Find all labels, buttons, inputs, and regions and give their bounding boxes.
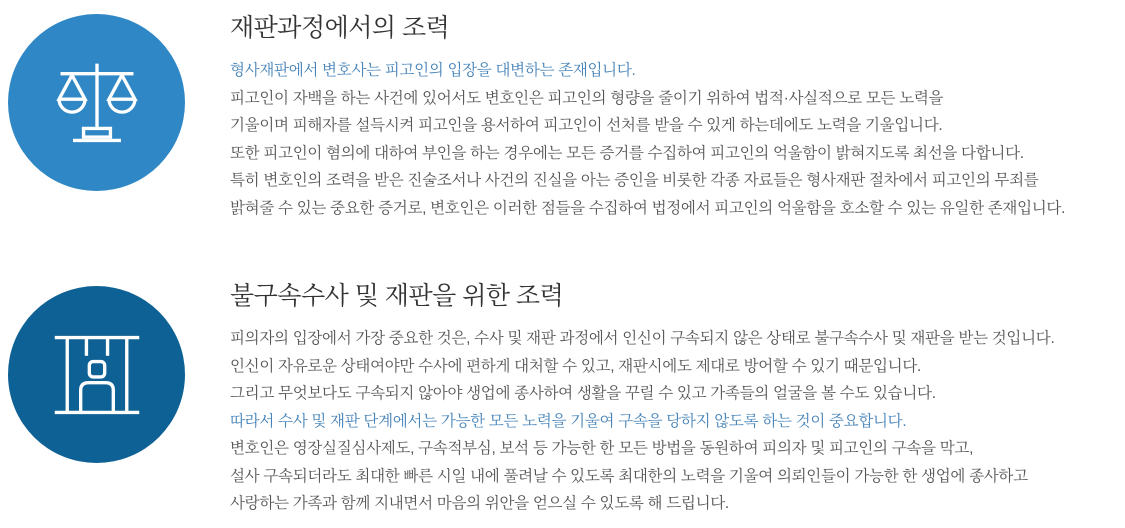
jail-icon-circle xyxy=(8,286,185,463)
section-title: 불구속수사 및 재판을 위한 조력 xyxy=(230,282,564,310)
paragraph-line: 기울이며 피해자를 설득시켜 피고인을 용서하여 피고인이 선처를 받을 수 있게 하는데에도 노력을 기울입니다. xyxy=(230,117,943,134)
scales-icon-circle xyxy=(8,14,185,191)
paragraph-line: 설사 구속되더라도 최대한 빠른 시일 내에 풀려날 수 있도록 최대한의 노력을 기울여 의뢰인들이 가능한 한 생업에 종사하고 xyxy=(230,467,1028,485)
paragraph-line: 피의자의 입장에서 가장 중요한 것은, 수사 및 재판 과정에서 인신이 구속되지 않은 상태로 불구속수사 및 재판을 받는 것입니다. xyxy=(230,330,1055,347)
paragraph-line: 그리고 무엇보다도 구속되지 않아야 생업에 종사하여 생활을 꾸릴 수 있고 가족들의 얼굴을 볼 수도 있습니다. xyxy=(230,385,936,402)
non-detention-content xyxy=(230,280,1054,518)
paragraph-line: 사랑하는 가족과 함께 지내면서 마음의 위안을 얻으실 수 있도록 해 드립니다. xyxy=(230,495,729,512)
trial-assistance-content xyxy=(230,12,1065,222)
service-block-non-detention xyxy=(8,280,1125,518)
scales-of-justice-icon xyxy=(49,55,145,151)
service-block-trial-assistance xyxy=(8,12,1125,222)
paragraph-line: 변호인은 영장실질심사제도, 구속적부심, 보석 등 가능한 한 모든 방법을 동원하여 피의자 및 피고인의 구속을 막고, xyxy=(230,440,974,457)
paragraph-line: 밝혀줄 수 있는 중요한 증거로, 변호인은 이러한 점들을 수집하여 법정에서 피고인의 억울함을 호소할 수 있는 유일한 존재입니다. xyxy=(230,199,1066,217)
paragraph-line: 따라서 수사 및 재판 단계에서는 가능한 모든 노력을 기울여 구속을 당하지 않도록 하는 것이 중요합니다. xyxy=(230,412,907,430)
jail-cell-icon xyxy=(49,327,145,423)
paragraph-line: 피고인이 자백을 하는 사건에 있어서도 변호인은 피고인의 형량을 줄이기 위하여 법적·사실적으로 모든 노력을 xyxy=(230,89,944,107)
paragraph-line: 형사재판에서 변호사는 피고인의 입장을 대변하는 존재입니다. xyxy=(230,62,636,79)
section-title: 재판과정에서의 조력 xyxy=(230,14,450,42)
paragraph-line: 인신이 자유로운 상태여야만 수사에 편하게 대처할 수 있고, 재판시에도 제대로 방어할 수 있기 때문입니다. xyxy=(230,357,922,375)
paragraph-line: 또한 피고인이 혐의에 대하여 부인을 하는 경우에는 모든 증거를 수집하여 피고인의 억울함이 밝혀지도록 최선을 다합니다. xyxy=(230,144,1024,162)
paragraph-line: 특히 변호인의 조력을 받은 진술조서나 사건의 진실을 아는 증인을 비롯한 각종 자료들은 형사재판 절차에서 피고인의 무죄를 xyxy=(230,172,1039,189)
